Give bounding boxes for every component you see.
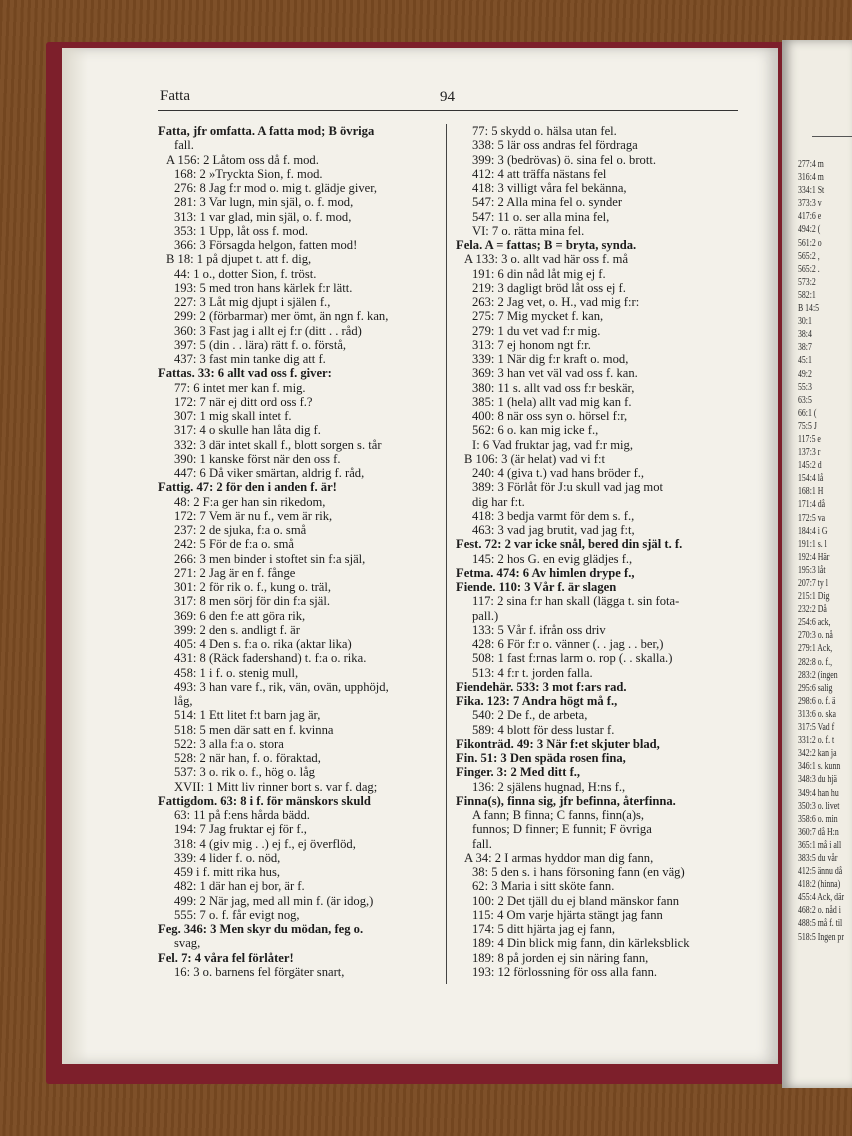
facing-page-line: 295:6 salig xyxy=(798,682,833,694)
header-rule xyxy=(158,110,738,111)
entry-line: 136: 2 själens hugnad, H:ns f., xyxy=(472,779,626,794)
entry-line: 366: 3 Försagda helgon, fatten mod! xyxy=(174,238,358,252)
entry-line: 431: 8 (Räck fadershand) t. f:a o. rika. xyxy=(174,651,367,666)
entry-line: 499: 2 När jag, med all min f. (är idog,) xyxy=(174,893,374,908)
facing-page-line: 373:3 v xyxy=(798,198,822,210)
entry-line: 555: 7 o. f. får evigt nog, xyxy=(174,907,300,922)
facing-page-line: 63:5 xyxy=(798,394,812,406)
facing-page-line: 215:1 Dig xyxy=(798,591,830,603)
facing-page-line: 49:2 xyxy=(798,368,812,380)
entry-headword-line: Fattigdom. 63: 8 i f. för mänskors skuld xyxy=(158,793,371,808)
entry-line: 44: 1 o., dotter Sion, f. tröst. xyxy=(174,266,317,281)
entry-line: 418: 3 bedja varmt för dem s. f., xyxy=(472,508,635,523)
entry-line: 385: 1 (hela) allt vad mig kan f. xyxy=(472,394,632,409)
entry-line: 174: 5 ditt hjärta jag ej fann, xyxy=(472,922,616,936)
facing-page-line: 154:4 lå xyxy=(798,473,824,485)
facing-page-line: 342:2 kan ja xyxy=(798,748,837,760)
entry-line: 399: 2 den s. andligt f. är xyxy=(174,622,300,637)
facing-page-line: 350:3 o. livet xyxy=(798,800,840,812)
entry-line: svag, xyxy=(174,936,201,951)
entry-line: 459 i f. mitt rika hus, xyxy=(174,865,280,879)
entry-line: A 133: 3 o. allt vad här oss f. må xyxy=(464,252,629,267)
entry-line: 339: 4 lider f. o. nöd, xyxy=(174,850,281,865)
entry-line: 172: 7 Vem är nu f., vem är rik, xyxy=(174,508,333,523)
entry-line: 317: 4 o skulle han låta dig f. xyxy=(174,423,321,438)
entry-headword-line: Fin. 51: 3 Den späda rosen fina, xyxy=(456,751,626,765)
page-number: 94 xyxy=(440,89,455,105)
entry-line: 276: 8 Jag f:r mod o. mig t. glädje giver, xyxy=(174,181,378,195)
entry-line: 318: 4 (giv mig . .) ej f., ej överflöd, xyxy=(174,836,356,851)
facing-page-line: 55:3 xyxy=(798,381,812,393)
entry-line: 513: 4 f:r t. jorden falla. xyxy=(472,665,593,680)
entry-line: 191: 6 din nåd låt mig ej f. xyxy=(472,266,606,281)
entry-line: 48: 2 F:a ger han sin rikedom, xyxy=(174,494,326,509)
entry-line: I: 6 Vad fruktar jag, vad f:r mig, xyxy=(472,437,633,452)
facing-page-line: 277:4 m xyxy=(798,159,824,170)
entry-line: 540: 2 De f., de arbeta, xyxy=(472,708,588,723)
entry-headword-line: Fest. 72: 2 var icke snål, bered din själ t. f. xyxy=(456,537,683,552)
entry-line: 589: 4 blott för dess lustar f. xyxy=(472,722,615,737)
page-gutter-shadow xyxy=(62,48,88,1064)
entry-headword-line: Fel. 7: 4 våra fel förlåter! xyxy=(158,950,294,965)
entry-line: 397: 5 (din . . lära) rätt f. o. förstå, xyxy=(174,337,347,352)
facing-page-line: 383:5 du vår xyxy=(798,852,838,864)
entry-line: A 156: 2 Låtom oss då f. mod. xyxy=(166,152,319,167)
entry-line: fall. xyxy=(472,836,492,851)
facing-page-line: 283:2 (ingen xyxy=(798,669,838,681)
entry-headword-line: Finger. 3: 2 Med ditt f., xyxy=(456,765,581,780)
entry-line: 528: 2 när han, f. o. föraktad, xyxy=(174,751,321,765)
entry-line: 279: 1 du vet vad f:r mig. xyxy=(472,323,601,338)
entry-line: 339: 1 När dig f:r kraft o. mod, xyxy=(472,352,629,366)
entry-line: 275: 7 Mig mycket f. kan, xyxy=(472,309,604,324)
facing-page-line: 316:4 m xyxy=(798,172,824,184)
facing-page-line: 270:3 o. nå xyxy=(798,630,833,642)
entry-line: 389: 3 Förlåt för J:u skull vad jag mot xyxy=(472,480,663,495)
entry-line: 547: 2 Alla mina fel o. synder xyxy=(472,195,623,210)
facing-page-line: 365:1 må i all xyxy=(798,839,842,851)
entry-line: 63: 11 på f:ens hårda bädd. xyxy=(174,808,310,822)
entry-line: 493: 3 han vare f., rik, vän, ovän, upphöjd, xyxy=(174,679,389,694)
entry-line: 299: 2 (förbarmar) mer ömt, än ngn f. kan, xyxy=(174,309,389,324)
entry-line: 537: 3 o. rik o. f., hög o. låg xyxy=(174,765,315,780)
facing-page-line: 38:4 xyxy=(798,329,812,341)
facing-page-header-rule xyxy=(812,136,852,137)
entry-line: fall. xyxy=(174,138,194,153)
entry-headword-line: Fika. 123: 7 Andra högt må f., xyxy=(456,694,618,708)
entry-line: dig har f:t. xyxy=(472,494,525,509)
entry-line: 281: 3 Var lugn, min själ, o. f. mod, xyxy=(174,195,354,210)
facing-page-line: 518:5 Ingen pr xyxy=(798,931,844,943)
entry-line: 194: 7 Jag fruktar ej för f., xyxy=(174,822,307,837)
entry-line: 77: 5 skydd o. hälsa utan fel. xyxy=(472,124,617,138)
facing-page-line: 412:5 ännu då xyxy=(798,866,843,878)
entry-line: 405: 4 Den s. f:a o. rika (aktar lika) xyxy=(174,637,352,651)
facing-page-line: 171:4 då xyxy=(798,499,826,511)
facing-page-line: 145:2 d xyxy=(798,460,822,472)
facing-page-line: 468:2 o. nåd i xyxy=(798,905,841,917)
entry-headword-line: Fikonträd. 49: 3 När f:et skjuter blad, xyxy=(456,736,660,751)
facing-page-line: 334:1 St xyxy=(798,185,825,197)
entry-headword-line: Fatta, jfr omfatta. A fatta mod; B övriga xyxy=(158,124,375,138)
facing-page-line: 207:7 ty l xyxy=(798,578,828,589)
entry-line: B 106: 3 (är helat) vad vi f:t xyxy=(464,451,605,466)
facing-page-line: 279:1 Ack, xyxy=(798,643,833,655)
facing-page-line: 232:2 Då xyxy=(798,604,827,616)
facing-page-line: 66:1 ( xyxy=(798,407,817,419)
facing-page-line: 455:4 Ack, där xyxy=(798,892,845,904)
entry-headword-line: Fattas. 33: 6 allt vad oss f. giver: xyxy=(158,366,332,381)
entry-line: 447: 6 Då viker smärtan, aldrig f. råd, xyxy=(174,466,365,480)
entry-line: A 34: 2 I armas hyddor man dig fann, xyxy=(464,850,654,865)
entry-line: 313: 7 ej honom ngt f:r. xyxy=(472,337,591,352)
facing-page-line: 565:2 , xyxy=(798,250,820,262)
entry-line: 263: 2 Jag vet, o. H., vad mig f:r: xyxy=(472,295,640,309)
facing-page-line: 417:6 e xyxy=(798,211,822,223)
facing-page-line: 172:5 va xyxy=(798,512,826,524)
entry-headword-line: Fela. A = fattas; B = bryta, synda. xyxy=(456,238,637,252)
entry-line: 412: 4 att träffa nästans fel xyxy=(472,166,607,181)
entry-line: 522: 3 alla f:a o. stora xyxy=(174,736,284,751)
entry-line: 390: 1 kanske först när den oss f. xyxy=(174,451,341,466)
entry-line: 62: 3 Maria i sitt sköte fann. xyxy=(472,879,615,894)
facing-page-line: 45:1 xyxy=(798,355,812,367)
entry-line: 369: 6 den f:e att göra rik, xyxy=(174,608,306,623)
entry-line: 369: 3 han vet väl vad oss f. kan. xyxy=(472,366,638,381)
entry-line: 313: 1 var glad, min själ, o. f. mod, xyxy=(174,209,352,224)
facing-page-line: 582:1 xyxy=(798,289,816,301)
facing-page-line: 30:1 xyxy=(798,316,812,328)
entry-line: 193: 12 förlossning för oss alla fann. xyxy=(472,964,658,979)
entry-line: 266: 3 men binder i stoftet sin f:a själ, xyxy=(174,551,366,566)
entry-line: 547: 11 o. ser alla mina fel, xyxy=(472,209,610,224)
entry-headword-line: Fattig. 47: 2 för den i anden f. är! xyxy=(158,480,337,495)
facing-page-line: 75:5 J xyxy=(798,420,817,432)
entry-line: 227: 3 Låt mig djupt i själen f., xyxy=(174,295,331,309)
entry-line: 193: 5 med tron hans kärlek f:r lätt. xyxy=(174,280,353,295)
facing-page-line: 317:5 Vad f xyxy=(798,722,835,734)
entry-line: 242: 5 För de f:a o. små xyxy=(174,537,294,552)
entry-line: 307: 1 mig skall intet f. xyxy=(174,409,292,423)
facing-page-line: 488:5 må f. til xyxy=(798,918,843,930)
facing-page-line: 195:3 låt xyxy=(798,564,826,576)
entry-headword-line: Fetma. 474: 6 Av himlen drype f., xyxy=(456,565,635,580)
entry-line: 172: 7 när ej ditt ord oss f.? xyxy=(174,394,313,409)
entry-headword-line: Finna(s), finna sig, jfr befinna, återfinna. xyxy=(456,793,676,808)
facing-page-line: 298:6 o. f. ä xyxy=(798,695,836,707)
running-head-word: Fatta xyxy=(160,88,190,104)
entry-line: 338: 5 lär oss andras fel fördraga xyxy=(472,138,638,153)
entry-line: XVII: 1 Mitt liv rinner bort s. var f. dag; xyxy=(174,779,378,794)
facing-page-line: 418:2 (hinna) xyxy=(798,879,841,891)
facing-page-line: B 14:5 xyxy=(798,303,820,315)
entry-line: 353: 1 Upp, låt oss f. mod. xyxy=(174,223,308,238)
entry-line: 77: 6 intet mer kan f. mig. xyxy=(174,380,306,395)
facing-page-line: 168:1 H xyxy=(798,486,824,498)
entry-line: A fann; B finna; C fanns, finn(a)s, xyxy=(472,808,645,822)
entry-line: 100: 2 Det tjäll du ej bland mänskor fann xyxy=(472,893,680,908)
entry-line: VI: 7 o. rätta mina fel. xyxy=(472,223,585,238)
entry-line: 237: 2 de sjuka, f:a o. små xyxy=(174,523,307,537)
entry-line: funnos; D finner; E funnit; F övriga xyxy=(472,822,652,837)
entry-headword-line: Feg. 346: 3 Men skyr du mödan, feg o. xyxy=(158,922,364,936)
entry-line: 514: 1 Ett litet f:t barn jag är, xyxy=(174,708,321,723)
entry-line: 508: 1 fast f:rnas larm o. rop (. . skalla.) xyxy=(472,651,673,666)
facing-page-line: 358:6 o. min xyxy=(798,813,838,825)
facing-page-line: 117:5 e xyxy=(798,433,821,445)
entry-line: 168: 2 »Tryckta Sion, f. mod. xyxy=(174,166,323,181)
facing-page-line: 191:1 s. l xyxy=(798,538,827,550)
entry-line: 301: 2 för rik o. f., kung o. träl, xyxy=(174,580,332,594)
entry-line: 418: 3 villigt våra fel bekänna, xyxy=(472,181,627,195)
entry-line: pall.) xyxy=(472,608,499,623)
facing-page-line: 360:7 då H:n xyxy=(798,826,839,838)
facing-page-line: 282:8 o. f., xyxy=(798,656,833,668)
facing-page-line: 349:4 han hu xyxy=(798,787,839,799)
facing-page-line: 137:3 r xyxy=(798,447,821,459)
entry-line: 317: 8 men sörj för din f:a själ. xyxy=(174,594,330,609)
facing-page-line: 348:3 du hjä xyxy=(798,774,837,786)
entry-line: 463: 3 vad jag brutit, vad jag f:t, xyxy=(472,523,635,537)
entry-line: 332: 3 där intet skall f., blott sorgen s. tår xyxy=(174,437,382,452)
entry-line: 145: 2 hos G. en evig glädjes f., xyxy=(472,551,633,566)
entry-line: 117: 2 sina f:r han skall (lägga t. sin fota- xyxy=(472,594,680,609)
left-column xyxy=(158,124,440,979)
facing-page-line: 565:2 . xyxy=(798,263,820,275)
facing-page-edge xyxy=(782,40,852,1088)
entry-line: 16: 3 o. barnens fel förgäter snart, xyxy=(174,964,345,979)
right-column xyxy=(456,124,738,979)
entry-line: 240: 4 (giva t.) vad hans bröder f., xyxy=(472,466,645,480)
entry-line: 189: 8 på jorden ej sin näring fann, xyxy=(472,950,649,965)
entry-line: 380: 11 s. allt vad oss f:r beskär, xyxy=(472,380,635,395)
facing-page-line: 313:6 o. ska xyxy=(798,708,836,720)
entry-line: 458: 1 i f. o. stenig mull, xyxy=(174,665,299,680)
facing-page-line: 573:2 xyxy=(798,276,816,288)
facing-page-line: 184:4 i G xyxy=(798,525,828,537)
entry-line: 271: 2 Jag är en f. fånge xyxy=(174,565,296,580)
entry-line: 518: 5 men där satt en f. kvinna xyxy=(174,722,334,737)
entry-line: 115: 4 Om varje hjärta stängt jag fann xyxy=(472,907,663,922)
entry-headword-line: Fiendehär. 533: 3 mot f:ars rad. xyxy=(456,679,627,694)
entry-line: 38: 5 den s. i hans försoning fann (en väg) xyxy=(472,865,685,879)
facing-page-line: 331:2 o. f. t xyxy=(798,735,835,747)
facing-page-line: 38:7 xyxy=(798,342,812,354)
entry-line: 219: 3 dagligt bröd låt oss ej f. xyxy=(472,280,626,295)
entry-headword-line: Fiende. 110: 3 Vår f. är slagen xyxy=(456,580,617,594)
entry-line: 189: 4 Din blick mig fann, din kärleksblick xyxy=(472,936,690,951)
facing-page-line: 494:2 ( xyxy=(798,224,821,236)
entry-line: 437: 3 fast min tanke dig att f. xyxy=(174,352,326,366)
entry-line: 360: 3 Fast jag i allt ej f:r (ditt . . råd) xyxy=(174,323,362,338)
facing-page-line: 254:6 ack, xyxy=(798,617,831,629)
entry-line: 428: 6 För f:r o. vänner (. . jag . . ber,) xyxy=(472,637,664,651)
entry-line: 399: 3 (bedrövas) ö. sina fel o. brott. xyxy=(472,152,656,167)
column-divider xyxy=(446,124,447,984)
facing-page-line: 192:4 Här xyxy=(798,551,830,563)
entry-line: B 18: 1 på djupet t. att f. dig, xyxy=(166,252,312,267)
entry-line: låg, xyxy=(174,694,193,708)
facing-page-line: 346:1 s. kunn xyxy=(798,761,841,773)
entry-line: 482: 1 där han ej bor, är f. xyxy=(174,879,305,894)
facing-page-fragments xyxy=(798,158,852,944)
entry-line: 400: 8 när oss syn o. hörsel f:r, xyxy=(472,409,628,423)
facing-page-line: 561:2 o xyxy=(798,237,822,249)
entry-line: 133: 5 Vår f. ifrån oss driv xyxy=(472,622,606,637)
entry-line: 562: 6 o. kan mig icke f., xyxy=(472,423,599,438)
